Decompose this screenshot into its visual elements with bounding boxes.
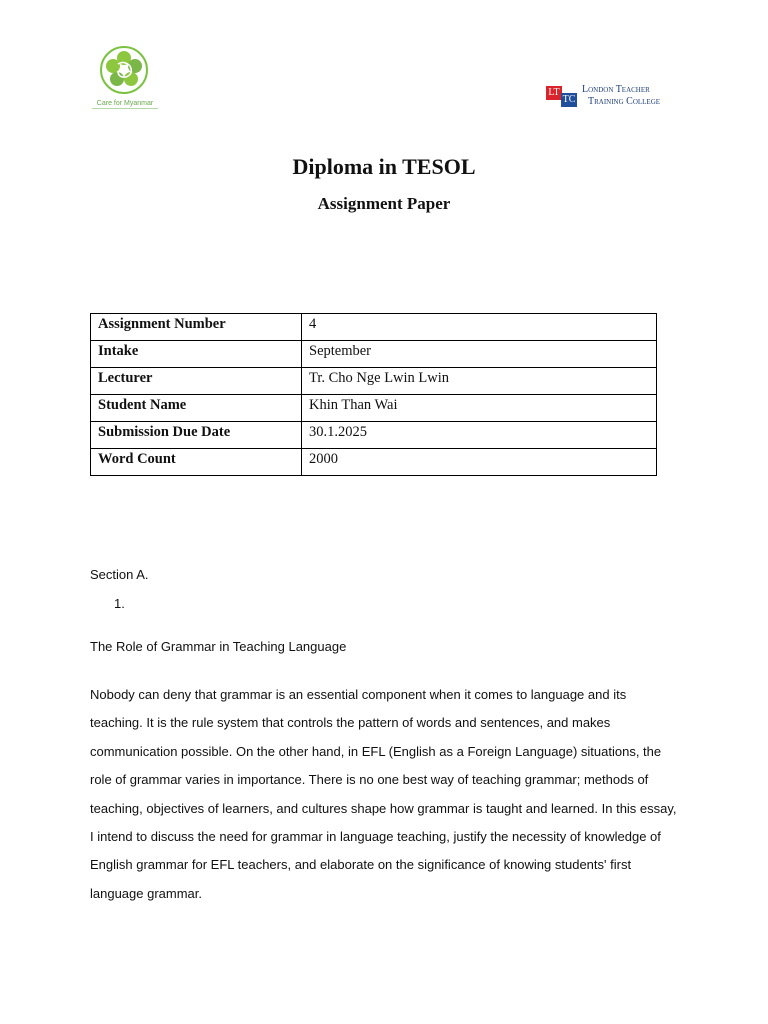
essay-title: The Role of Grammar in Teaching Language — [90, 639, 347, 654]
row-value: September — [302, 341, 657, 368]
college-name-line2: Training College — [588, 96, 661, 107]
lt-badge: LT — [546, 86, 562, 100]
document-subtitle: Assignment Paper — [317, 194, 451, 213]
table-row — [91, 422, 657, 449]
row-label: Intake — [91, 341, 302, 368]
row-value: 4 — [302, 314, 657, 341]
logo-underline — [92, 108, 158, 111]
row-value: 30.1.2025 — [302, 422, 657, 449]
body-paragraph: Nobody can deny that grammar is an essential component when it comes to language and its teaching. It is the rule system that controls the pattern of words and sentences, and makes communication possible. On the other hand, in EFL (English as a Foreign Language) situations, the role of grammar varies in importance. There is no one best way of teaching grammar; methods of teaching, objectives of learners, and cultures shape how grammar is taught and learned. In this essay, I intend to discuss the need for grammar in language teaching, justify the necessity of knowledge of English grammar for EFL teachers, and elaborate on the significance of knowing students' first language grammar. — [90, 687, 677, 901]
table-row — [91, 341, 657, 368]
list-number: 1. — [114, 596, 125, 611]
college-name — [582, 84, 660, 108]
row-label: Word Count — [91, 449, 302, 476]
table-row — [91, 449, 657, 476]
logo-tagline: Care for Myanmar — [96, 100, 154, 107]
table-row — [91, 395, 657, 422]
row-label: Lecturer — [91, 368, 302, 395]
row-label: Assignment Number — [91, 314, 302, 341]
row-value: Tr. Cho Nge Lwin Lwin — [302, 368, 657, 395]
flower-logo-icon — [88, 44, 160, 100]
row-value: Khin Than Wai — [302, 395, 657, 422]
table-row — [91, 314, 657, 341]
tc-badge: TC — [562, 94, 576, 105]
care-for-myanmar-logo — [88, 44, 160, 116]
table-row — [91, 368, 657, 395]
row-label: Submission Due Date — [91, 422, 302, 449]
row-value: 2000 — [302, 449, 657, 476]
document-title: Diploma in TESOL — [292, 154, 476, 179]
college-name-line1: London Teacher — [582, 84, 650, 95]
ltc-logo — [546, 84, 686, 110]
row-label: Student Name — [91, 395, 302, 422]
section-heading: Section A. — [90, 567, 149, 582]
assignment-info-table — [90, 313, 657, 476]
